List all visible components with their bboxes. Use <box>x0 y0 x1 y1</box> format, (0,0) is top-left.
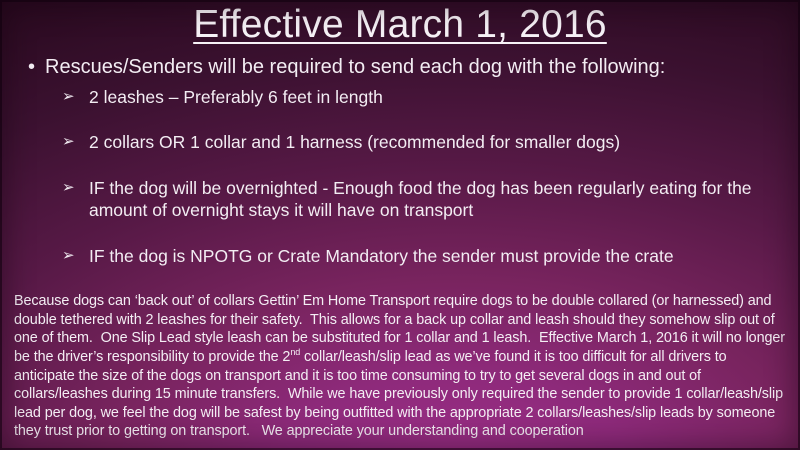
sub-bullet-label: 2 collars OR 1 collar and 1 harness (recommended for smaller dogs) <box>89 132 621 153</box>
list-item <box>62 177 752 222</box>
bullet-dot-icon: • <box>28 56 36 78</box>
list-item <box>62 86 752 108</box>
arrow-bullet-icon: ➢ <box>62 178 75 196</box>
ordinal-superscript: nd <box>290 347 301 358</box>
main-bullet-label: Rescues/Senders will be required to send each dog with the following: <box>45 56 666 78</box>
title-text: Effective March 1, 2016 <box>193 3 607 46</box>
main-bullet-item <box>28 56 800 79</box>
paragraph-part1: Because dogs can ‘back out’ of collars Gettin’ Em Home Transport require dogs to be double collared (or harnessed) and double tethered with 2 leashes for their safety. This allows for a back up collar and leash should they somehow slip out of one of them. One Slip Lead style leash can be substituted for 1 collar and 1 leash. Effective March 1, 2016 it will no longer be the driver’s responsibility to provide the 2 <box>14 292 789 365</box>
sub-bullet-label: IF the dog is NPOTG or Crate Mandatory the sender must provide the crate <box>89 245 674 266</box>
page-title <box>0 3 800 47</box>
body-paragraph <box>14 292 789 441</box>
sub-bullet-list <box>0 86 800 267</box>
paragraph-part2: collar/leash/slip lead as we’ve found it is too difficult for all drivers to anticipate the size of the dogs on transport and it is too time consuming to try to get several dogs in and out of collars/leashes during 15 minute transfers. While we have previously only required the sender to provide 1 collar/leash/slip lead per dog, we feel the dog will be safest by being outfitted with the appropriate 2 collars/leashes/slip leads by someone they trust prior to getting on transport. We appreciate your understanding and cooperation <box>14 348 787 440</box>
arrow-bullet-icon: ➢ <box>62 133 75 151</box>
arrow-bullet-icon: ➢ <box>62 88 75 105</box>
arrow-bullet-icon: ➢ <box>62 246 75 264</box>
sub-bullet-label: IF the dog will be overnighted - Enough food the dog has been regularly eating for the amount of overnight stays it will have on transport <box>89 177 752 221</box>
list-item <box>62 245 752 267</box>
sub-bullet-label: 2 leashes – Preferably 6 feet in length <box>89 87 383 107</box>
list-item <box>62 131 752 153</box>
